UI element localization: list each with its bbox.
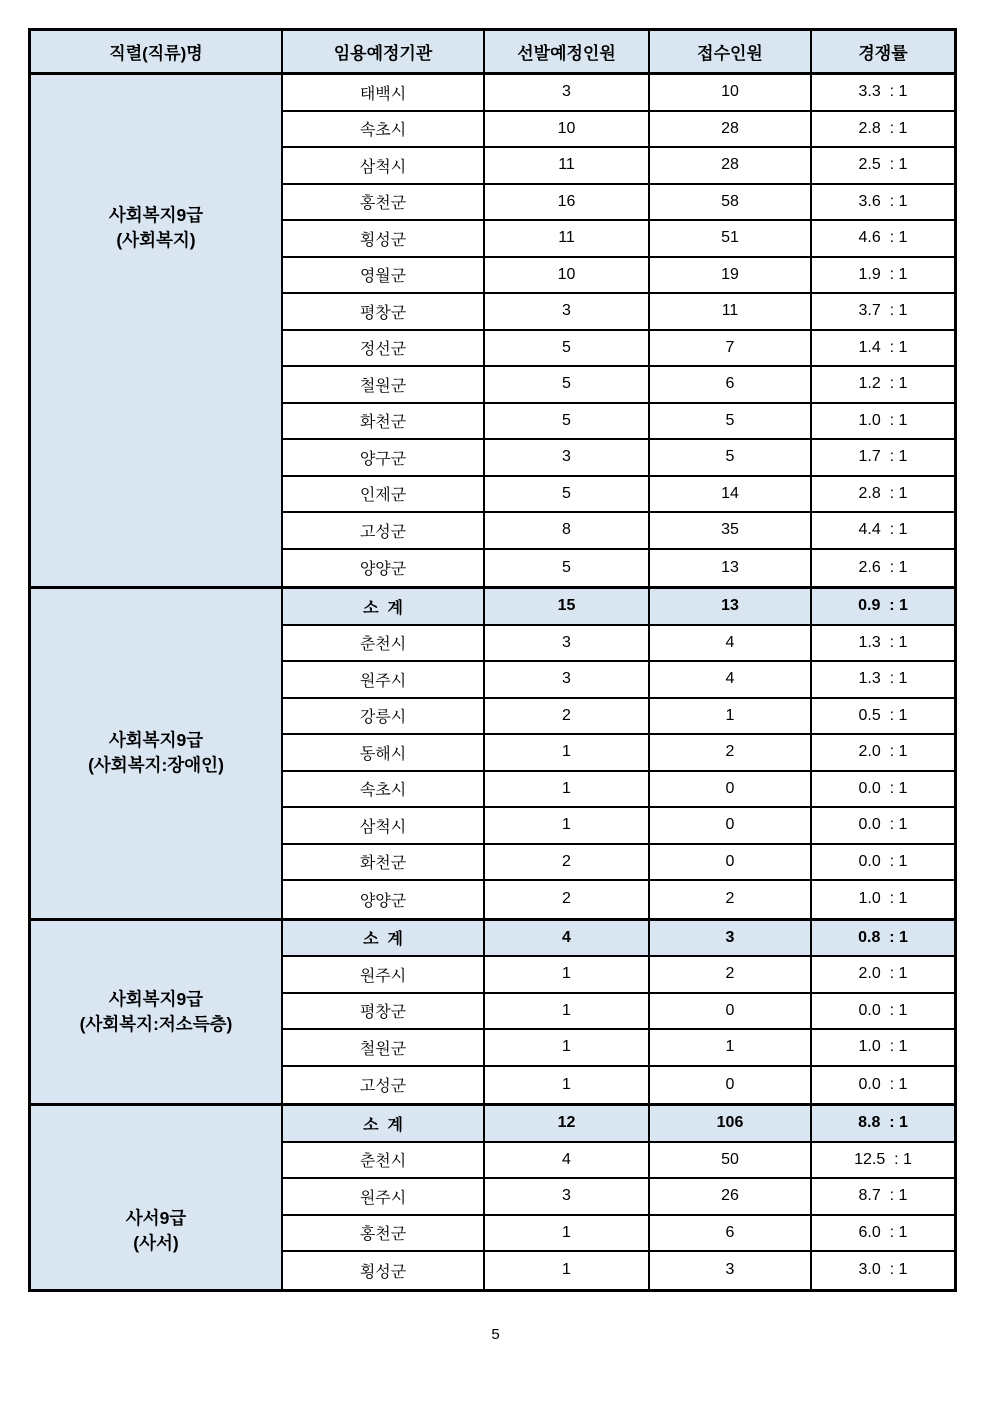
table-row <box>283 148 954 185</box>
agency-cell: 홍천군 <box>283 185 485 220</box>
applicant-count-cell: 3 <box>650 921 812 956</box>
planned-count-cell: 5 <box>485 331 650 366</box>
applicant-count-cell: 0 <box>650 808 812 843</box>
section-rows <box>283 1106 954 1289</box>
planned-count-cell: 3 <box>485 294 650 329</box>
agency-cell: 영월군 <box>283 258 485 293</box>
planned-count-cell: 3 <box>485 75 650 110</box>
competition-ratio-cell: 3.3 : 1 <box>858 83 908 101</box>
applicant-count-cell: 3 <box>650 1252 812 1289</box>
applicant-count-cell: 50 <box>650 1143 812 1178</box>
table-row <box>283 994 954 1031</box>
agency-cell: 춘천시 <box>283 626 485 661</box>
agency-cell: 철원군 <box>283 1030 485 1065</box>
subtotal-row <box>283 589 954 626</box>
agency-cell: 속초시 <box>283 772 485 807</box>
agency-cell: 횡성군 <box>283 221 485 256</box>
applicant-count-cell: 11 <box>650 294 812 329</box>
table-row <box>283 772 954 809</box>
competition-ratio-cell: 1.7 : 1 <box>858 448 908 466</box>
agency-cell: 정선군 <box>283 331 485 366</box>
table-row <box>283 550 954 587</box>
planned-count-cell: 12 <box>485 1106 650 1141</box>
competition-ratio-cell: 0.0 : 1 <box>858 1075 908 1093</box>
job-series-label <box>31 921 283 1104</box>
planned-count-cell: 1 <box>485 1030 650 1065</box>
competition-ratio-cell: 0.0 : 1 <box>858 816 908 834</box>
agency-cell: 평창군 <box>283 994 485 1029</box>
applicant-count-cell: 51 <box>650 221 812 256</box>
applicant-count-cell: 2 <box>650 735 812 770</box>
agency-cell: 양구군 <box>283 440 485 475</box>
header-cell-4: 경쟁률 <box>812 31 954 72</box>
table-body <box>31 75 954 1289</box>
planned-count-cell: 5 <box>485 404 650 439</box>
subtotal-row <box>283 921 954 958</box>
agency-cell: 인제군 <box>283 477 485 512</box>
applicant-count-cell: 28 <box>650 148 812 183</box>
competition-ratio-cell: 3.7 : 1 <box>858 302 908 320</box>
applicant-count-cell: 58 <box>650 185 812 220</box>
planned-count-cell: 4 <box>485 1143 650 1178</box>
table-row <box>283 221 954 258</box>
agency-cell: 횡성군 <box>283 1252 485 1289</box>
applicant-count-cell: 19 <box>650 258 812 293</box>
agency-cell: 소 계 <box>283 589 485 624</box>
planned-count-cell: 3 <box>485 626 650 661</box>
applicant-count-cell: 28 <box>650 112 812 147</box>
planned-count-cell: 5 <box>485 367 650 402</box>
table-section-2 <box>31 918 954 1104</box>
agency-cell: 삼척시 <box>283 148 485 183</box>
table-section-1 <box>31 586 954 918</box>
applicant-count-cell: 0 <box>650 845 812 880</box>
table-row <box>283 662 954 699</box>
agency-cell: 양양군 <box>283 550 485 587</box>
table-row <box>283 957 954 994</box>
table-row <box>283 626 954 663</box>
agency-cell: 태백시 <box>283 75 485 110</box>
header-cell-0: 직렬(직류)명 <box>31 31 283 72</box>
applicant-count-cell: 1 <box>650 699 812 734</box>
job-series-subname: (사회복지:저소득층) <box>79 1013 233 1034</box>
planned-count-cell: 2 <box>485 881 650 918</box>
competition-ratio-cell: 0.8 : 1 <box>858 928 908 946</box>
table-row <box>283 477 954 514</box>
table-section-0 <box>31 75 954 586</box>
agency-cell: 소 계 <box>283 1106 485 1141</box>
competition-ratio-cell: 4.4 : 1 <box>858 521 908 539</box>
competition-ratio-cell: 2.5 : 1 <box>858 156 908 174</box>
job-series-label <box>31 589 283 918</box>
planned-count-cell: 5 <box>485 477 650 512</box>
planned-count-cell: 10 <box>485 258 650 293</box>
job-series-name: 사회복지9급 <box>108 988 204 1009</box>
competition-ratio-cell: 3.6 : 1 <box>858 192 908 210</box>
agency-cell: 양양군 <box>283 881 485 918</box>
applicant-count-cell: 106 <box>650 1106 812 1141</box>
table-row <box>283 404 954 441</box>
applicant-count-cell: 4 <box>650 626 812 661</box>
table-row <box>283 699 954 736</box>
header-cell-1: 임용예정기관 <box>283 31 485 72</box>
applicant-count-cell: 4 <box>650 662 812 697</box>
table-row <box>283 1179 954 1216</box>
job-series-subname: (사서) <box>133 1233 179 1253</box>
job-series-name: 사회복지9급 <box>108 205 204 225</box>
agency-cell: 삼척시 <box>283 808 485 843</box>
table-row <box>283 258 954 295</box>
table-row <box>283 331 954 368</box>
agency-cell: 강릉시 <box>283 699 485 734</box>
job-series-label <box>31 1106 283 1289</box>
section-rows <box>283 921 954 1104</box>
competition-ratio-cell: 8.7 : 1 <box>858 1187 908 1205</box>
competition-ratio-cell: 1.9 : 1 <box>858 265 908 283</box>
competition-ratio-cell: 12.5 : 1 <box>854 1150 912 1168</box>
agency-cell: 고성군 <box>283 1067 485 1104</box>
competition-ratio-cell: 1.3 : 1 <box>858 670 908 688</box>
competition-ratio-cell: 2.0 : 1 <box>858 965 908 983</box>
competition-ratio-cell: 0.5 : 1 <box>858 706 908 724</box>
table-section-3 <box>31 1103 954 1289</box>
applicant-count-cell: 2 <box>650 957 812 992</box>
table-row <box>283 808 954 845</box>
table-row <box>283 367 954 404</box>
table-row <box>283 513 954 550</box>
planned-count-cell: 1 <box>485 957 650 992</box>
job-series-name: 사서9급 <box>125 1208 187 1228</box>
applicant-count-cell: 0 <box>650 1067 812 1104</box>
competition-ratio-cell: 2.8 : 1 <box>858 484 908 502</box>
competition-ratio-cell: 1.0 : 1 <box>858 1038 908 1056</box>
section-rows <box>283 75 954 586</box>
planned-count-cell: 1 <box>485 1216 650 1251</box>
subtotal-row <box>283 1106 954 1143</box>
table-row <box>283 1216 954 1253</box>
table-row <box>283 1067 954 1104</box>
applicant-count-cell: 6 <box>650 1216 812 1251</box>
agency-cell: 평창군 <box>283 294 485 329</box>
applicant-count-cell: 35 <box>650 513 812 548</box>
applicant-count-cell: 7 <box>650 331 812 366</box>
table-row <box>283 881 954 918</box>
agency-cell: 홍천군 <box>283 1216 485 1251</box>
applicant-count-cell: 6 <box>650 367 812 402</box>
header-cell-3: 접수인원 <box>650 31 812 72</box>
table-row <box>283 75 954 112</box>
planned-count-cell: 11 <box>485 221 650 256</box>
job-series-subname: (사회복지:장애인) <box>88 755 224 776</box>
agency-cell: 원주시 <box>283 957 485 992</box>
competition-ratio-cell: 0.0 : 1 <box>858 852 908 870</box>
job-series-subname: (사회복지) <box>116 230 196 250</box>
table-row <box>283 440 954 477</box>
table-row <box>283 112 954 149</box>
competition-ratio-cell: 2.8 : 1 <box>858 119 908 137</box>
competition-ratio-cell: 1.0 : 1 <box>858 411 908 429</box>
planned-count-cell: 3 <box>485 662 650 697</box>
competition-ratio-cell: 1.0 : 1 <box>858 890 908 908</box>
table-row <box>283 1252 954 1289</box>
job-series-label <box>31 75 283 586</box>
competition-ratio-cell: 2.6 : 1 <box>858 558 908 576</box>
table-row <box>283 735 954 772</box>
competition-ratio-cell: 0.0 : 1 <box>858 1001 908 1019</box>
planned-count-cell: 10 <box>485 112 650 147</box>
competition-ratio-cell: 0.0 : 1 <box>858 779 908 797</box>
table-row <box>283 294 954 331</box>
table-row <box>283 1143 954 1180</box>
agency-cell: 화천군 <box>283 404 485 439</box>
table-row <box>283 185 954 222</box>
planned-count-cell: 1 <box>485 808 650 843</box>
planned-count-cell: 1 <box>485 772 650 807</box>
applicant-count-cell: 14 <box>650 477 812 512</box>
planned-count-cell: 15 <box>485 589 650 624</box>
applicant-count-cell: 2 <box>650 881 812 918</box>
planned-count-cell: 5 <box>485 550 650 587</box>
competition-rate-table <box>28 28 957 1292</box>
table-row <box>283 1030 954 1067</box>
competition-ratio-cell: 1.2 : 1 <box>858 375 908 393</box>
table-row <box>283 845 954 882</box>
applicant-count-cell: 0 <box>650 772 812 807</box>
planned-count-cell: 1 <box>485 994 650 1029</box>
applicant-count-cell: 5 <box>650 440 812 475</box>
planned-count-cell: 11 <box>485 148 650 183</box>
job-series-name: 사회복지9급 <box>108 730 204 751</box>
planned-count-cell: 2 <box>485 699 650 734</box>
applicant-count-cell: 13 <box>650 550 812 587</box>
planned-count-cell: 8 <box>485 513 650 548</box>
agency-cell: 원주시 <box>283 662 485 697</box>
header-cell-2: 선발예정인원 <box>485 31 650 72</box>
agency-cell: 철원군 <box>283 367 485 402</box>
competition-ratio-cell: 3.0 : 1 <box>858 1261 908 1279</box>
planned-count-cell: 3 <box>485 440 650 475</box>
applicant-count-cell: 5 <box>650 404 812 439</box>
planned-count-cell: 3 <box>485 1179 650 1214</box>
planned-count-cell: 1 <box>485 1252 650 1289</box>
competition-ratio-cell: 0.9 : 1 <box>858 597 908 615</box>
page-number: 5 <box>491 1326 500 1343</box>
competition-ratio-cell: 1.4 : 1 <box>858 338 908 356</box>
applicant-count-cell: 13 <box>650 589 812 624</box>
planned-count-cell: 1 <box>485 735 650 770</box>
agency-cell: 고성군 <box>283 513 485 548</box>
applicant-count-cell: 10 <box>650 75 812 110</box>
competition-ratio-cell: 4.6 : 1 <box>858 229 908 247</box>
agency-cell: 화천군 <box>283 845 485 880</box>
agency-cell: 동해시 <box>283 735 485 770</box>
section-rows <box>283 589 954 918</box>
agency-cell: 속초시 <box>283 112 485 147</box>
applicant-count-cell: 26 <box>650 1179 812 1214</box>
planned-count-cell: 2 <box>485 845 650 880</box>
table-header-row <box>31 31 954 75</box>
competition-ratio-cell: 8.8 : 1 <box>858 1114 908 1132</box>
competition-ratio-cell: 1.3 : 1 <box>858 633 908 651</box>
agency-cell: 원주시 <box>283 1179 485 1214</box>
agency-cell: 춘천시 <box>283 1143 485 1178</box>
agency-cell: 소 계 <box>283 921 485 956</box>
planned-count-cell: 16 <box>485 185 650 220</box>
applicant-count-cell: 0 <box>650 994 812 1029</box>
planned-count-cell: 4 <box>485 921 650 956</box>
planned-count-cell: 1 <box>485 1067 650 1104</box>
competition-ratio-cell: 2.0 : 1 <box>858 743 908 761</box>
competition-ratio-cell: 6.0 : 1 <box>858 1223 908 1241</box>
applicant-count-cell: 1 <box>650 1030 812 1065</box>
